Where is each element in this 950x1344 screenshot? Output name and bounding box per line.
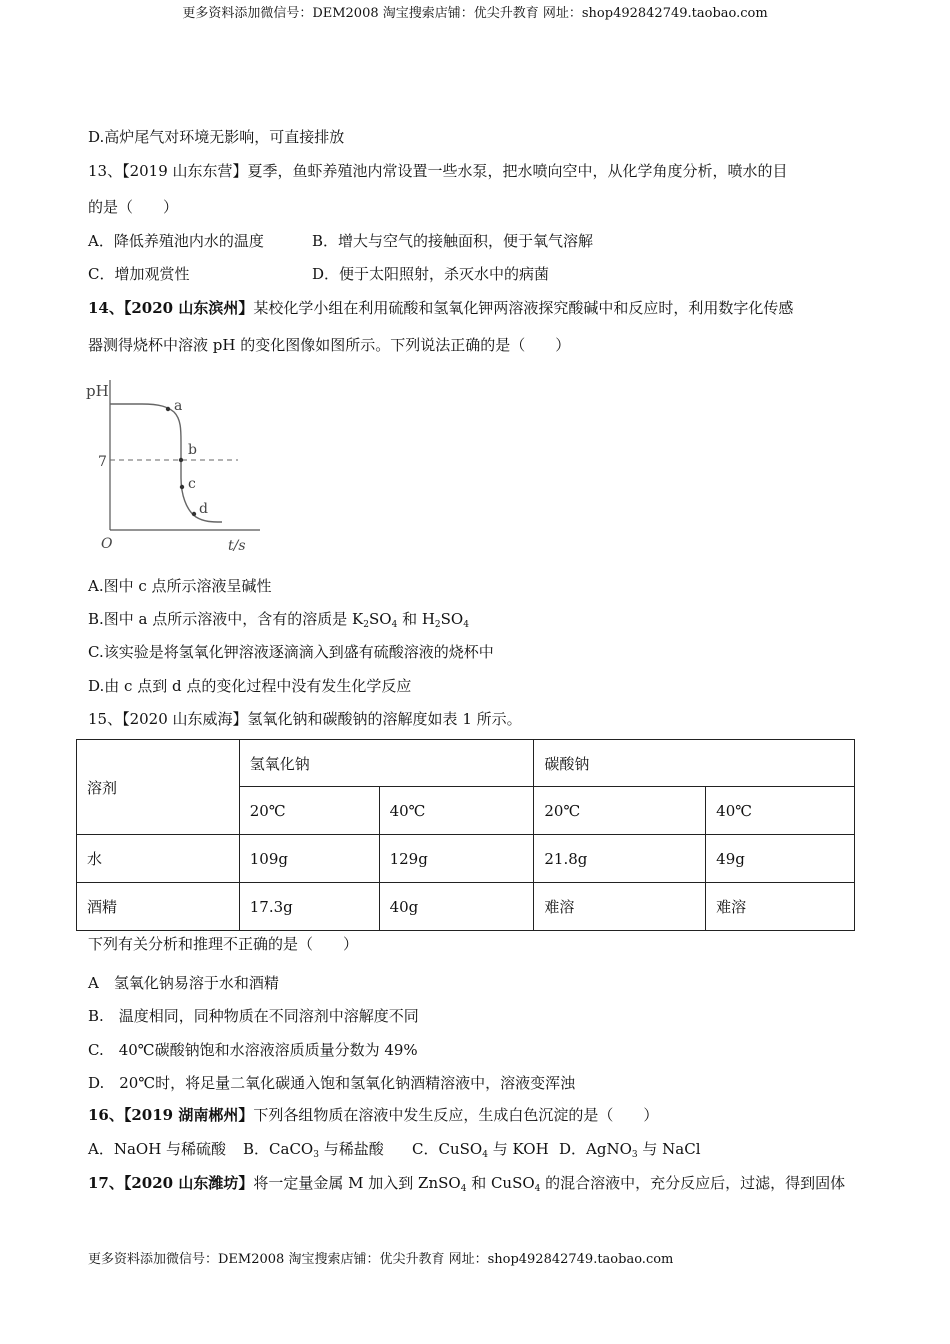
solubility-table xyxy=(76,739,855,931)
y-axis-label: pH xyxy=(86,382,109,400)
q14-option-a: A.图中 c 点所示溶液呈碱性 xyxy=(88,577,272,595)
q13-option-d: D．便于太阳照射，杀灭水中的病菌 xyxy=(312,265,550,283)
q17-stem: 17、【2020 山东潍坊】将一定量金属 M 加入到 ZnSO$_4$ 和 CuSO$_4$ 的混合溶液中，充分反应后，过滤，得到固体 xyxy=(88,1174,846,1194)
table-cell: 难溶 xyxy=(706,883,855,931)
q16-source-tag: 【2019 湖南郴州】 xyxy=(123,1106,254,1124)
q14-number: 14、 xyxy=(88,299,124,317)
ph7-tick-label: 7 xyxy=(98,454,107,470)
header-temp: 20℃ xyxy=(239,787,379,835)
table-cell: 109g xyxy=(239,835,379,883)
x-axis-label: t/s xyxy=(228,538,246,554)
table-cell: 21.8g xyxy=(534,835,706,883)
table-cell: 酒精 xyxy=(77,883,240,931)
q13-source-tag: 【2019 山东东营】 xyxy=(122,162,248,180)
table-row xyxy=(77,835,855,883)
q15-number: 15、 xyxy=(88,710,123,728)
q14-source-tag: 【2020 山东滨州】 xyxy=(123,299,254,317)
q16-number: 16、 xyxy=(88,1106,124,1124)
q16-option-d: D．AgNO$_3$ 与 NaCl xyxy=(559,1140,701,1160)
header-naoh: 氢氧化钠 xyxy=(239,740,534,787)
header-temp: 20℃ xyxy=(534,787,706,835)
q13-option-b: B．增大与空气的接触面积，便于氧气溶解 xyxy=(312,232,594,250)
q14-option-b: B.图中 a 点所示溶液中，含有的溶质是 $K_2SO_4$ 和 $H_2SO_4$ xyxy=(88,610,469,630)
header-temp: 40℃ xyxy=(379,787,534,835)
table-cell: 难溶 xyxy=(534,883,706,931)
point-a xyxy=(166,407,170,411)
point-c xyxy=(180,485,184,489)
q16-option-c: C．CuSO$_4$ 与 KOH xyxy=(412,1140,549,1160)
q14-stem-line2: 器测得烧杯中溶液 pH 的变化图像如图所示。下列说法正确的是（ ） xyxy=(88,336,571,354)
q16-option-b: B．CaCO$_3$ 与稀盐酸 xyxy=(243,1140,384,1160)
q13-option-a: A．降低养殖池内水的温度 xyxy=(88,232,264,250)
point-d-label: d xyxy=(199,501,208,517)
table-cell: 17.3g xyxy=(239,883,379,931)
q13-text: 夏季，鱼虾养殖池内常设置一些水泵，把水喷向空中，从化学角度分析，喷水的目 xyxy=(247,162,788,180)
point-d xyxy=(192,512,196,516)
q15-option-b: B. 温度相同，同种物质在不同溶剂中溶解度不同 xyxy=(88,1007,419,1025)
q15-stem xyxy=(88,709,522,729)
header-na2co3: 碳酸钠 xyxy=(534,740,855,787)
point-b-label: b xyxy=(188,442,197,458)
q17-source-tag: 【2020 山东潍坊】 xyxy=(123,1174,254,1192)
q15-source-tag: 【2020 山东威海】 xyxy=(122,710,248,728)
q15-question: 下列有关分析和推理不正确的是（ ） xyxy=(88,935,359,953)
q14-option-d: D.由 c 点到 d 点的变化过程中没有发生化学反应 xyxy=(88,677,412,695)
q16-text: 下列各组物质在溶液中发生反应，生成白色沉淀的是（ ） xyxy=(253,1106,659,1124)
table-row xyxy=(77,883,855,931)
q13-stem-line1 xyxy=(88,161,788,181)
ph-curve-chart xyxy=(82,370,262,560)
q13-number: 13、 xyxy=(88,162,123,180)
header-temp: 40℃ xyxy=(706,787,855,835)
point-c-label: c xyxy=(188,476,196,492)
table-cell: 水 xyxy=(77,835,240,883)
page-header-watermark: 更多资料添加微信号：DEM2008 淘宝搜索店铺：优尖升教育 网址：shop492842749.taobao.com xyxy=(182,6,768,21)
q15-text: 氢氧化钠和碳酸钠的溶解度如表 1 所示。 xyxy=(247,710,522,728)
origin-label: O xyxy=(101,536,113,552)
q12-option-d: D.高炉尾气对环境无影响，可直接排放 xyxy=(88,128,345,146)
table-cell: 49g xyxy=(706,835,855,883)
q13-option-c: C．增加观赏性 xyxy=(88,265,190,283)
q16-option-a: A．NaOH 与稀硫酸 xyxy=(88,1140,227,1158)
table-cell: 40g xyxy=(379,883,534,931)
q17-number: 17、 xyxy=(88,1174,124,1192)
point-b xyxy=(179,458,183,462)
header-solvent: 溶剂 xyxy=(77,740,240,835)
q14-stem-line1 xyxy=(88,298,793,318)
q14-text: 某校化学小组在利用硫酸和氢氧化钾两溶液探究酸碱中和反应时，利用数字化传感 xyxy=(253,299,794,317)
table-cell: 129g xyxy=(379,835,534,883)
q15-option-c: C. 40℃碳酸钠饱和水溶液溶质质量分数为 49% xyxy=(88,1041,418,1059)
q13-stem-line2: 的是（ ） xyxy=(88,198,179,216)
q16-stem xyxy=(88,1105,658,1125)
q15-option-a: A 氢氧化钠易溶于水和酒精 xyxy=(88,974,279,992)
point-a-label: a xyxy=(174,398,183,414)
q15-option-d: D. 20℃时，将足量二氧化碳通入饱和氢氧化钠酒精溶液中，溶液变浑浊 xyxy=(88,1074,576,1092)
page-footer-watermark: 更多资料添加微信号：DEM2008 淘宝搜索店铺：优尖升教育 网址：shop492842749.taobao.com xyxy=(88,1252,674,1267)
q14-option-c: C.该实验是将氢氧化钾溶液逐滴滴入到盛有硫酸溶液的烧杯中 xyxy=(88,643,494,661)
